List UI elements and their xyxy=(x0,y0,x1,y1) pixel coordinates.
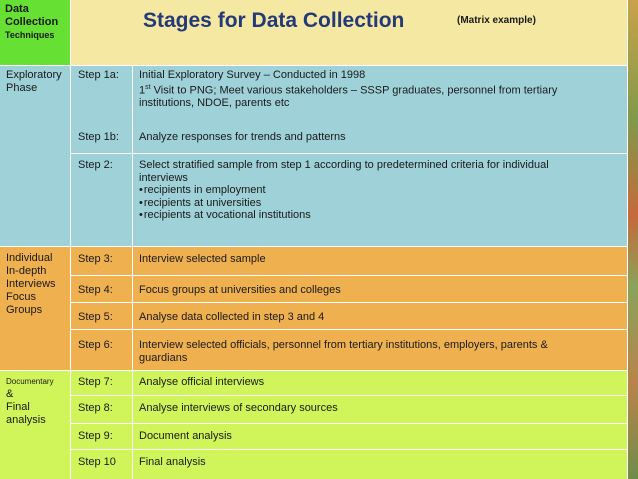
step-8-desc-cell xyxy=(133,396,628,424)
step-2-line2: interviews xyxy=(139,171,188,184)
step-10-label: Step 10 xyxy=(78,456,116,468)
phase-individual-line1: Individual xyxy=(6,252,53,264)
step-7-desc-cell xyxy=(133,371,628,396)
step-5-text: Analyse data collected in step 3 and 4 xyxy=(139,311,325,323)
phase-individual-line3: Interviews xyxy=(6,278,56,290)
step-10-desc-cell xyxy=(133,450,628,479)
phase-exploratory xyxy=(0,66,71,247)
step-8-text: Analyse interviews of secondary sources xyxy=(139,402,338,414)
step-9-text: Document analysis xyxy=(139,430,232,442)
title-cell xyxy=(71,0,628,66)
step-1a-line3: institutions, NDOE, parents etc xyxy=(139,96,290,109)
phase-documentary-line1: Documentary xyxy=(6,377,54,386)
step-5-label: Step 5: xyxy=(78,311,113,323)
step-4-text: Focus groups at universities and colleges xyxy=(139,284,341,296)
list-item: • recipients at universities xyxy=(139,197,621,210)
step-1b-text: Analyze responses for trends and patterns xyxy=(139,131,346,143)
step-4-label: Step 4: xyxy=(78,284,113,296)
page-title: Stages for Data Collection xyxy=(143,9,405,32)
step-4-desc-cell xyxy=(133,276,628,303)
step-1b-label: Step 1b: xyxy=(78,131,119,143)
step-8-label: Step 8: xyxy=(78,402,113,414)
step-6-line2: guardians xyxy=(139,351,188,364)
phase-individual-line5: Groups xyxy=(6,304,43,316)
step-6-desc-cell xyxy=(133,330,628,371)
step-1a-label: Step 1a: xyxy=(78,69,119,81)
list-item: • recipients in employment xyxy=(139,184,621,197)
step-1a-line2: 1st Visit to PNG; Meet various stakeholders – SSSP graduates, personnel from tertiary xyxy=(139,83,558,97)
phase-individual xyxy=(0,247,71,371)
step-3-text: Interview selected sample xyxy=(139,253,266,265)
background-decoration xyxy=(628,0,638,479)
phase-documentary-line2: & xyxy=(6,388,14,400)
step-3-label: Step 3: xyxy=(78,253,113,265)
phase-documentary-line4: analysis xyxy=(6,414,46,426)
step-2-desc-cell xyxy=(133,154,628,247)
step-10-text: Final analysis xyxy=(139,456,206,468)
phase-individual-line2: In-depth xyxy=(6,265,47,277)
step-7-label: Step 7: xyxy=(78,376,113,388)
step-7-text: Analyse official interviews xyxy=(139,376,265,388)
step-5-desc-cell xyxy=(133,303,628,330)
step-6-label: Step 6: xyxy=(78,339,113,351)
techniques-header-line2: Collection xyxy=(5,16,59,28)
step-8-label-cell xyxy=(71,396,133,424)
list-item: • recipients at vocational institutions xyxy=(139,209,621,222)
step-4-label-cell xyxy=(71,276,133,303)
phase-individual-line4: Focus xyxy=(6,291,36,303)
step-9-desc-cell xyxy=(133,424,628,450)
techniques-header-cell xyxy=(0,0,71,66)
step-2-label-cell xyxy=(71,154,133,247)
step-9-label: Step 9: xyxy=(78,430,113,442)
phase-documentary xyxy=(0,371,71,479)
step-6-label-cell xyxy=(71,330,133,371)
step-2-line1: Select stratified sample from step 1 according to predetermined criteria for individual xyxy=(139,159,549,171)
step-5-label-cell xyxy=(71,303,133,330)
techniques-header-line1: Data xyxy=(5,3,29,15)
phase-exploratory-line2: Phase xyxy=(6,82,38,94)
step-1a-line1: Initial Exploratory Survey – Conducted in 1998 xyxy=(139,69,366,81)
step-2-bullet-list xyxy=(139,184,621,222)
phase-exploratory-line1: Exploratory xyxy=(6,69,62,81)
phase-documentary-line3: Final xyxy=(6,401,30,413)
step-1b-label-cell xyxy=(71,125,133,154)
step-3-desc-cell xyxy=(133,247,628,276)
page-subtitle: (Matrix example) xyxy=(457,15,536,26)
step-3-label-cell xyxy=(71,247,133,276)
techniques-header-line3: Techniques xyxy=(5,30,55,40)
step-9-label-cell xyxy=(71,424,133,450)
step-1b-desc-cell xyxy=(133,125,628,154)
step-2-label: Step 2: xyxy=(78,159,113,171)
step-10-label-cell xyxy=(71,450,133,479)
step-6-line1: Interview selected officials, personnel from tertiary institutions, employers, parents & xyxy=(139,339,548,351)
step-7-label-cell xyxy=(71,371,133,396)
